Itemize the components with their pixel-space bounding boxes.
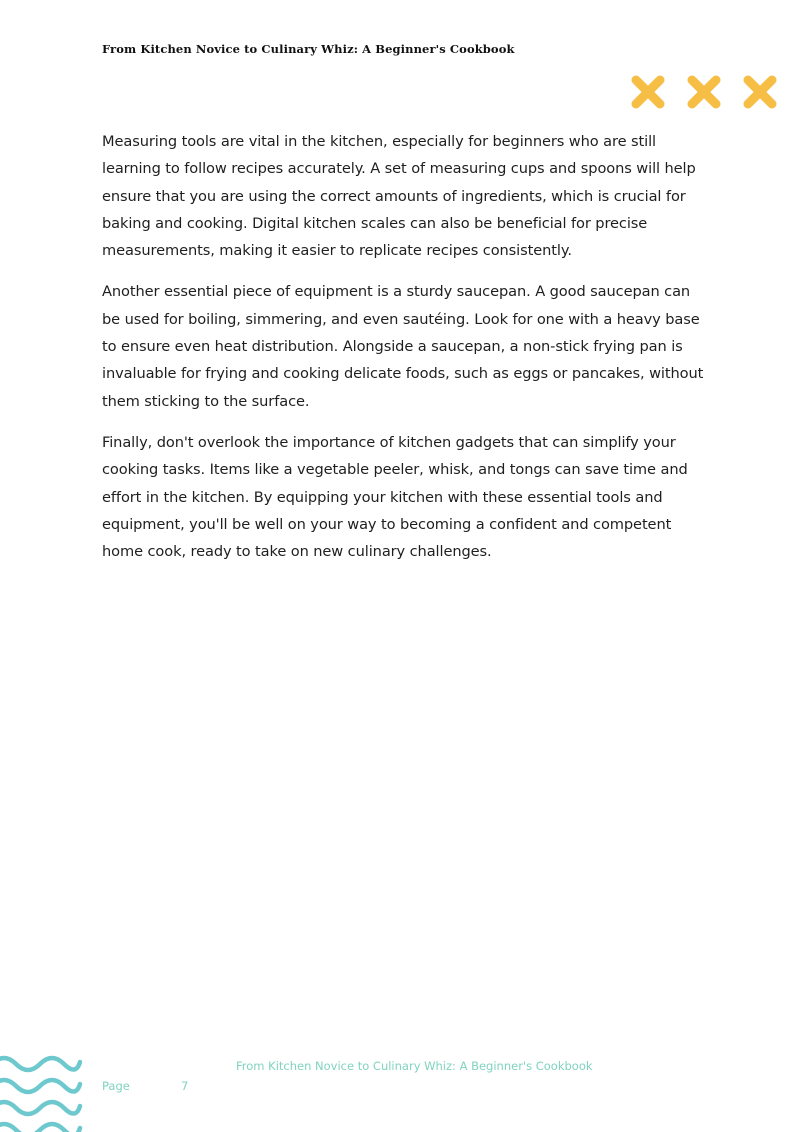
paragraph: Another essential piece of equipment is a sturdy saucepan. A good saucepan can be used for boiling, simmering, and even sautéing. Look for one with a heavy base to ensure even heat distribution. Alongside a saucepan, a non-stick frying pan is invaluable for frying and cooking delicate foods, such as eggs or pancakes, without them sticking to the surface.: [102, 283, 704, 410]
paragraph: Measuring tools are vital in the kitchen, especially for beginners who are still learning to follow recipes accurately. A set of measuring cups and spoons will help ensure that you are using the correct amounts of ingredients, which is crucial for baking and cooking. Digital kitchen scales can also be beneficial for precise measurements, making it easier to replicate recipes consistently.: [102, 133, 696, 260]
body-text: [102, 128, 712, 579]
cross-icon: [748, 80, 772, 104]
cross-icon: [692, 80, 716, 104]
cross-marks-decoration: [628, 74, 788, 114]
paragraph: Finally, don't overlook the importance of kitchen gadgets that can simplify your cooking tasks. Items like a vegetable peeler, whisk, and tongs can save time and effort in the kitchen. By equipping your kitchen with these essential tools and equipment, you'll be well on your way to becoming a confident and competent home cook, ready to take on new culinary challenges.: [102, 433, 688, 561]
page-number: 7: [181, 1079, 189, 1093]
cross-icon: [636, 80, 660, 104]
footer-title: From Kitchen Novice to Culinary Whiz: A Beginner's Cookbook: [236, 1059, 593, 1073]
waves-decoration: [0, 1050, 86, 1132]
wave-icon: [0, 1058, 80, 1132]
page-label: Page: [102, 1079, 130, 1093]
running-header: From Kitchen Novice to Culinary Whiz: A Beginner's Cookbook: [102, 42, 515, 56]
